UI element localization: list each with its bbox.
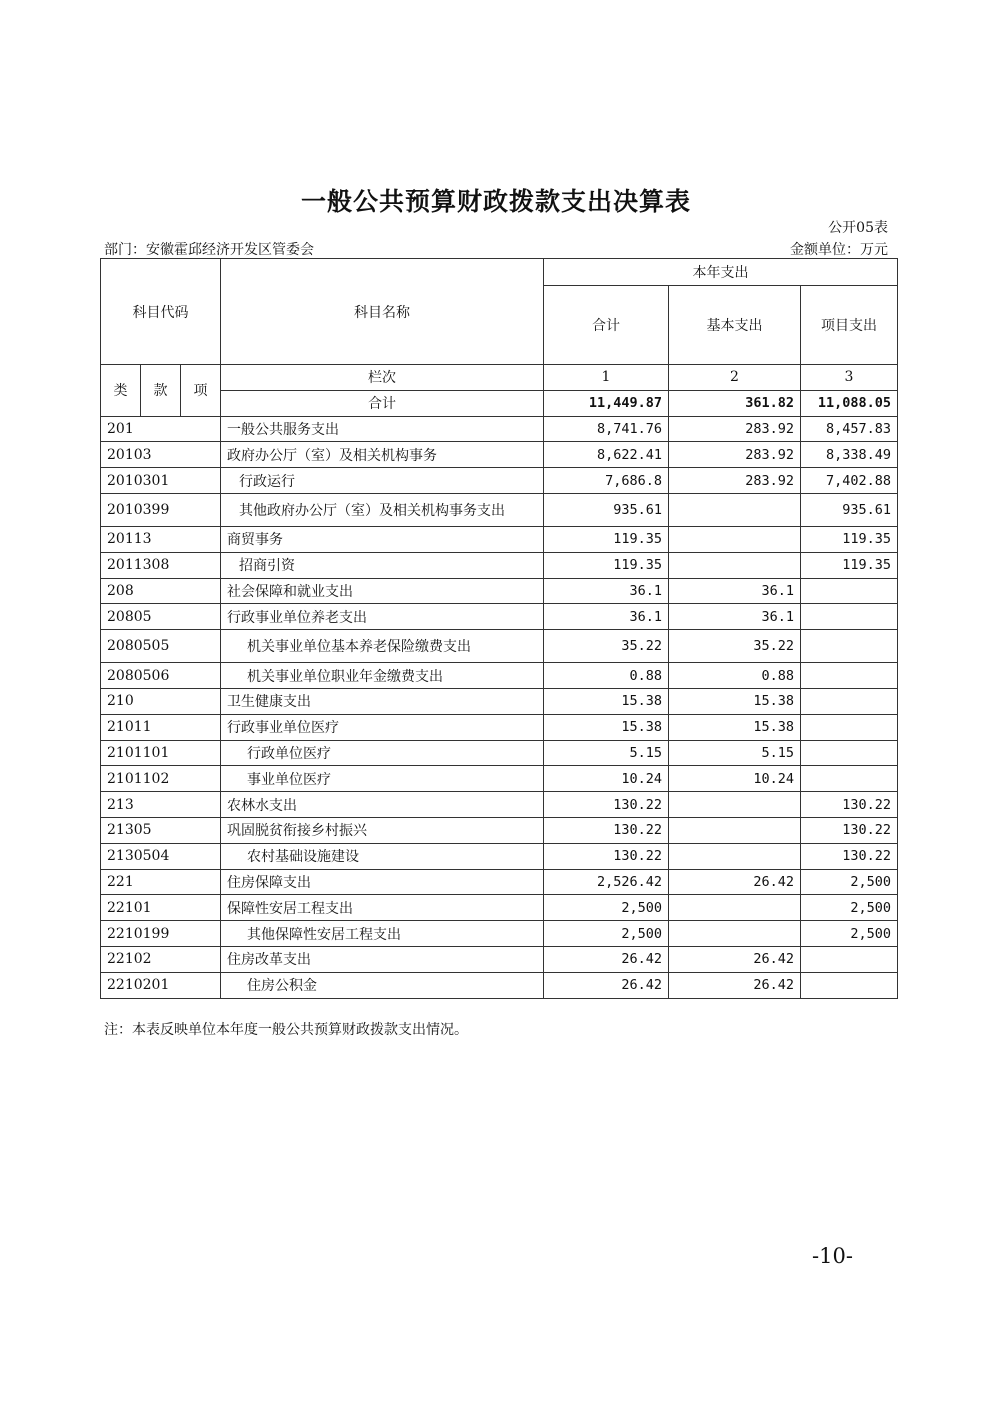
row-code: 2101101 [101,740,221,766]
row-total: 35.22 [544,630,669,663]
column-label: 栏次 [221,365,544,391]
row-project [801,663,898,689]
row-code: 210 [101,688,221,714]
total-label: 合计 [221,390,544,416]
row-basic [669,526,801,552]
row-name: 政府办公厅（室）及相关机构事务 [221,442,544,468]
row-basic: 15.38 [669,714,801,740]
row-basic [669,792,801,818]
row-project [801,604,898,630]
header-lei: 类 [101,365,141,417]
table-note: 注：本表反映单位本年度一般公共预算财政拨款支出情况。 [104,1022,468,1038]
table-row [101,921,898,947]
row-basic: 0.88 [669,663,801,689]
table-row [101,493,898,526]
row-name: 其他保障性安居工程支出 [221,921,544,947]
table-row [101,895,898,921]
page-number: -10- [812,1244,853,1268]
row-project: 119.35 [801,526,898,552]
row-basic [669,552,801,578]
row-project: 2,500 [801,921,898,947]
header-basic: 基本支出 [669,286,801,365]
header-kuan: 款 [141,365,181,417]
row-code: 2080506 [101,663,221,689]
row-project: 130.22 [801,792,898,818]
row-total: 935.61 [544,493,669,526]
row-total: 130.22 [544,792,669,818]
header-code: 科目代码 [101,259,221,365]
row-code: 20103 [101,442,221,468]
row-name: 保障性安居工程支出 [221,895,544,921]
row-project: 130.22 [801,817,898,843]
row-basic: 26.42 [669,946,801,972]
row-code: 2010301 [101,468,221,494]
row-name: 商贸事务 [221,526,544,552]
table-row [101,526,898,552]
row-code: 2210201 [101,972,221,998]
row-basic: 283.92 [669,468,801,494]
amount-unit-label: 金额单位：万元 [790,242,888,258]
table-row [101,552,898,578]
row-basic: 283.92 [669,442,801,468]
row-code: 2130504 [101,843,221,869]
table-row [101,578,898,604]
row-total: 10.24 [544,766,669,792]
row-name: 行政事业单位养老支出 [221,604,544,630]
row-total: 2,526.42 [544,869,669,895]
form-number: 公开05表 [828,220,888,236]
row-code: 22102 [101,946,221,972]
table-row [101,946,898,972]
col-num-1: 1 [544,365,669,391]
row-name: 巩固脱贫衔接乡村振兴 [221,817,544,843]
row-name: 其他政府办公厅（室）及相关机构事务支出 [221,493,544,526]
total-value-project: 11,088.05 [801,390,898,416]
row-project: 935.61 [801,493,898,526]
row-total: 119.35 [544,526,669,552]
row-total: 26.42 [544,946,669,972]
row-name: 社会保障和就业支出 [221,578,544,604]
row-project: 2,500 [801,869,898,895]
table-row [101,740,898,766]
row-basic: 36.1 [669,604,801,630]
row-total: 15.38 [544,714,669,740]
row-code: 208 [101,578,221,604]
table-row [101,817,898,843]
row-basic: 35.22 [669,630,801,663]
row-code: 2080505 [101,630,221,663]
row-project: 130.22 [801,843,898,869]
row-basic: 10.24 [669,766,801,792]
row-basic: 5.15 [669,740,801,766]
table-row [101,663,898,689]
row-total: 0.88 [544,663,669,689]
row-project [801,688,898,714]
row-project: 2,500 [801,895,898,921]
row-code: 22101 [101,895,221,921]
row-basic: 36.1 [669,578,801,604]
row-project [801,740,898,766]
table-row [101,416,898,442]
expenditure-table [100,258,898,999]
table-row [101,714,898,740]
row-basic [669,921,801,947]
row-total: 36.1 [544,578,669,604]
row-name: 住房保障支出 [221,869,544,895]
row-name: 行政运行 [221,468,544,494]
table-row [101,869,898,895]
total-row [101,390,898,416]
row-basic: 283.92 [669,416,801,442]
row-name: 行政单位医疗 [221,740,544,766]
table-row [101,468,898,494]
row-name: 卫生健康支出 [221,688,544,714]
row-total: 130.22 [544,843,669,869]
row-name: 住房公积金 [221,972,544,998]
row-name: 农村基础设施建设 [221,843,544,869]
row-project [801,766,898,792]
table-row [101,630,898,663]
table-row [101,792,898,818]
row-code: 20113 [101,526,221,552]
row-basic [669,817,801,843]
header-name: 科目名称 [221,259,544,365]
row-total: 2,500 [544,895,669,921]
row-name: 住房改革支出 [221,946,544,972]
row-code: 21305 [101,817,221,843]
row-code: 21011 [101,714,221,740]
row-code: 2101102 [101,766,221,792]
row-basic [669,895,801,921]
row-total: 5.15 [544,740,669,766]
row-project [801,578,898,604]
total-value-total: 11,449.87 [544,390,669,416]
total-value-basic: 361.82 [669,390,801,416]
col-num-3: 3 [801,365,898,391]
row-project: 7,402.88 [801,468,898,494]
table-row [101,766,898,792]
table-row [101,442,898,468]
row-name: 机关事业单位基本养老保险缴费支出 [221,630,544,663]
table-row [101,972,898,998]
row-total: 8,741.76 [544,416,669,442]
row-total: 8,622.41 [544,442,669,468]
header-total: 合计 [544,286,669,365]
row-name: 招商引资 [221,552,544,578]
header-xiang: 项 [181,365,221,417]
row-code: 213 [101,792,221,818]
row-code: 20805 [101,604,221,630]
row-project: 8,457.83 [801,416,898,442]
row-total: 7,686.8 [544,468,669,494]
row-project: 119.35 [801,552,898,578]
row-name: 机关事业单位职业年金缴费支出 [221,663,544,689]
row-basic [669,843,801,869]
row-basic: 26.42 [669,972,801,998]
row-name: 一般公共服务支出 [221,416,544,442]
table-row [101,688,898,714]
row-total: 130.22 [544,817,669,843]
row-name: 事业单位医疗 [221,766,544,792]
row-code: 201 [101,416,221,442]
row-total: 119.35 [544,552,669,578]
row-code: 221 [101,869,221,895]
row-basic [669,493,801,526]
row-name: 农林水支出 [221,792,544,818]
row-basic: 15.38 [669,688,801,714]
row-total: 36.1 [544,604,669,630]
row-code: 2011308 [101,552,221,578]
column-number-row [101,365,898,391]
row-project [801,946,898,972]
row-total: 2,500 [544,921,669,947]
row-code: 2010399 [101,493,221,526]
row-project [801,714,898,740]
row-code: 2210199 [101,921,221,947]
page-title: 一般公共预算财政拨款支出决算表 [300,187,691,216]
row-total: 15.38 [544,688,669,714]
col-num-2: 2 [669,365,801,391]
header-row-1 [101,259,898,286]
table-row [101,604,898,630]
header-current-year: 本年支出 [544,259,898,286]
row-project: 8,338.49 [801,442,898,468]
row-project [801,630,898,663]
row-project [801,972,898,998]
table-row [101,843,898,869]
header-project: 项目支出 [801,286,898,365]
row-basic: 26.42 [669,869,801,895]
department-label: 部门：安徽霍邱经济开发区管委会 [104,242,314,258]
row-name: 行政事业单位医疗 [221,714,544,740]
row-total: 26.42 [544,972,669,998]
